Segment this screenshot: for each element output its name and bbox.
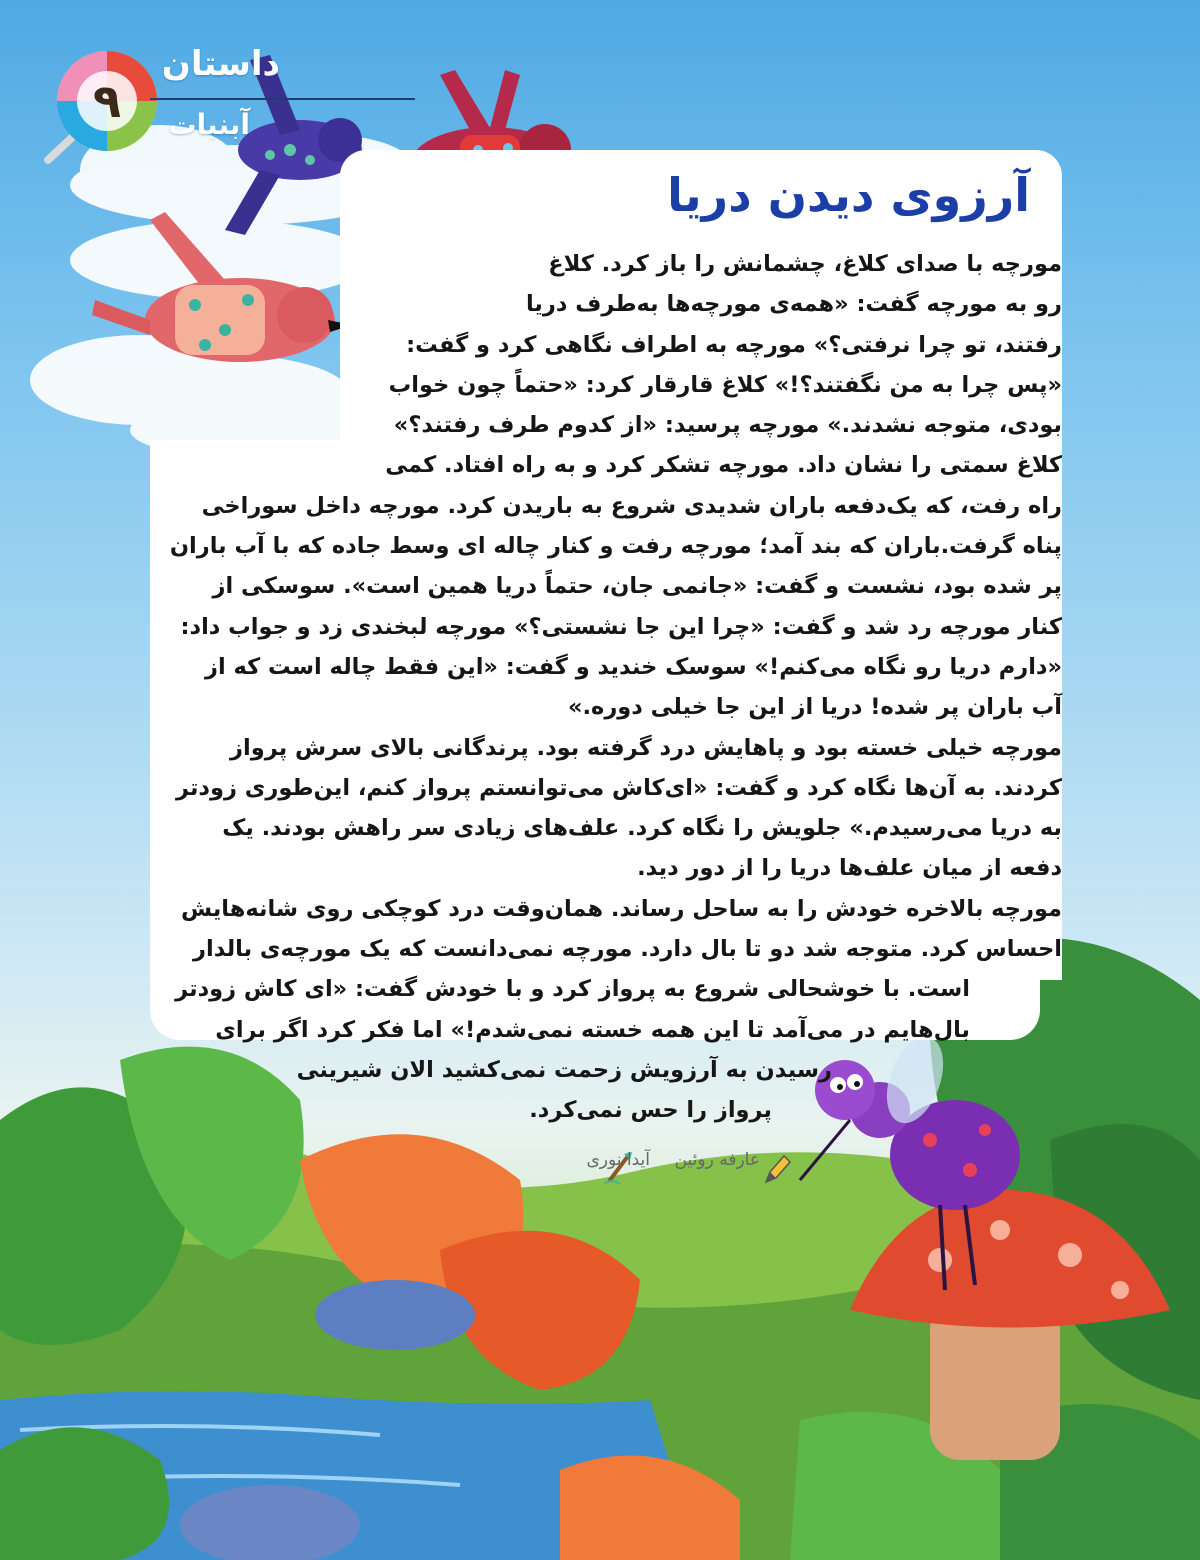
story-line: رو به مورچه گفت: «همه‌ی مورچه‌ها به‌طرف دریا [525, 291, 1062, 318]
page-number: ۹ [92, 74, 122, 128]
header-divider [150, 98, 415, 100]
story-line: مورچه با صدای کلاغ، چشمانش را باز کرد. کلاغ [548, 251, 1062, 277]
story-line: بال‌هایم در می‌آمد تا این همه خسته نمی‌شدم!» اما فکر کرد اگر برای [215, 1016, 970, 1043]
story-line: دفعه از میان علف‌ها دریا را از دور دید. [637, 855, 1062, 882]
story-line: آب باران پر شده! دریا از این جا خیلی دوره.» [567, 694, 1062, 721]
illustrator-name: آیدا نوری [586, 1150, 650, 1170]
story-line: کلاغ سمتی را نشان داد. مورچه تشکر کرد و به راه افتاد. کمی [385, 452, 1062, 479]
credits [530, 1150, 830, 1190]
story-line: است. با خوشحالی شروع به پرواز کرد و با خودش گفت: «ای کاش زودتر [175, 976, 970, 1003]
story-line: به دریا می‌رسیدم.» جلویش را نگاه کرد. علف‌های زیادی سر راهش بودند. یک [222, 815, 1062, 842]
story-line: مورچه بالاخره خودش را به ساحل رساند. همان‌وقت درد کوچکی روی شانه‌هایش [181, 895, 1062, 922]
magazine-brand: آبنبات [168, 108, 250, 141]
story-line: «دارم دریا رو نگاه می‌کنم!» سوسک خندید و گفت: «این فقط چاله است که از [205, 653, 1062, 680]
story-line: کردند. به آن‌ها نگاه کرد و گفت: «ای‌کاش می‌توانستم پرواز کنم، این‌طوری زودتر [175, 774, 1062, 801]
story-text [150, 244, 1062, 1131]
story-line: بودی، متوجه نشدند.» مورچه پرسید: «از کدوم طرف رفتند؟» [393, 412, 1062, 439]
story-line: «پس چرا به من نگفتند؟!» کلاغ قارقار کرد: «حتماً چون خواب [388, 371, 1062, 398]
author-name: عارفه روئین [674, 1150, 760, 1170]
story-title: آرزوی دیدن دریا [667, 168, 1030, 222]
pencil-icon [762, 1152, 792, 1186]
story-line: راه رفت، که یک‌دفعه باران شدیدی شروع به باریدن کرد. مورچه داخل سوراخی [201, 492, 1062, 519]
story-line: پر شده بود، نشست و گفت: «جانمی جان، حتماً دریا همین است». سوسکی از [212, 573, 1062, 600]
story-line: پرواز را حس نمی‌کرد. [529, 1097, 772, 1124]
story-line: پناه گرفت.باران که بند آمد؛ مورچه رفت و کنار چاله ای وسط جاده که با آب باران [169, 533, 1062, 560]
story-line: رفتند، تو چرا نرفتی؟» مورچه به اطراف نگاهی کرد و گفت: [406, 331, 1062, 358]
story-line: رسیدن به آرزویش زحمت نمی‌کشید الان شیرینی [296, 1056, 832, 1083]
section-title: داستان [161, 44, 280, 84]
story-line: مورچه خیلی خسته بود و پاهایش درد گرفته بود. پرندگانی بالای سرش پرواز [230, 734, 1062, 761]
story-line: کنار مورچه رد شد و گفت: «چرا این جا نشستی؟» مورچه لبخندی زد و جواب داد: [180, 613, 1062, 640]
story-line: احساس کرد. متوجه شد دو تا بال دارد. مورچه نمی‌دانست که یک مورچه‌ی بالدار [193, 936, 1062, 963]
